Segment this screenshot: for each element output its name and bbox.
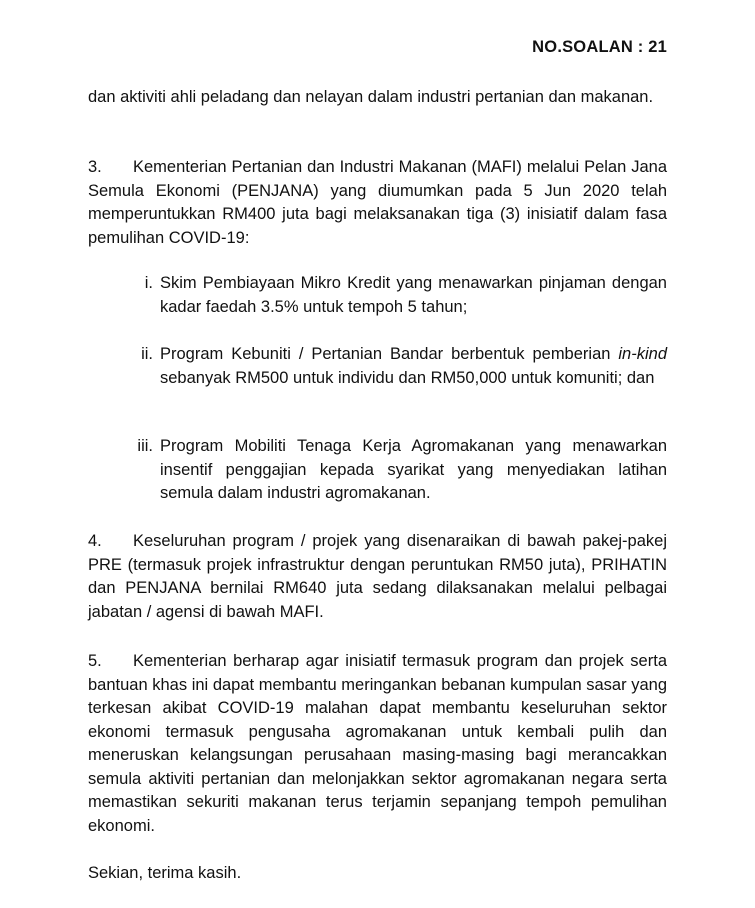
list-item-text: Program Mobiliti Tenaga Kerja Agromakanan yang menawarkan insentif penggajian kepada syarikat yang menyediakan latihan semula dalam industri agromakanan. bbox=[160, 437, 667, 502]
paragraph-3-number: 3. bbox=[88, 158, 102, 176]
initiatives-list-item-3 bbox=[120, 435, 667, 506]
paragraph-4-number: 4. bbox=[88, 532, 102, 550]
list-item-text-before: Program Kebuniti / Pertanian Bandar berbentuk pemberian bbox=[160, 345, 619, 363]
list-item-text-italic: in-kind bbox=[618, 345, 667, 363]
list-item bbox=[120, 343, 667, 390]
question-number-header: NO.SOALAN : 21 bbox=[532, 38, 667, 56]
paragraph-5 bbox=[88, 650, 667, 838]
list-item bbox=[120, 435, 667, 506]
list-marker: ii. bbox=[141, 345, 153, 363]
intro-text: dan aktiviti ahli peladang dan nelayan dalam industri pertanian dan makanan. bbox=[88, 88, 654, 106]
initiatives-list-item-2 bbox=[120, 343, 667, 390]
paragraph-5-text: Kementerian berharap agar inisiatif termasuk program dan projek serta bantuan khas ini dapat membantu meringankan bebanan kumpulan sasar yang terkesan akibat COVID-19 malahan dapat membantu keseluruhan sektor ekonomi termasuk pengusaha agromakanan untuk kembali pulih dan meneruskan kelangsungan perusahaan masing-masing bagi merancakkan semula aktiviti pertanian dan melonjakkan sektor agromakanan negara serta memastikan sekuriti makanan terus terjamin sepanjang tempoh pemulihan ekonomi. bbox=[88, 652, 667, 835]
list-item-text-after: sebanyak RM500 untuk individu dan RM50,000 untuk komuniti; dan bbox=[160, 368, 655, 387]
paragraph-5-content bbox=[88, 650, 667, 838]
paragraph-4 bbox=[88, 530, 667, 624]
list-item bbox=[120, 272, 667, 319]
paragraph-4-text: Keseluruhan program / projek yang disenaraikan di bawah pakej-pakej PRE (termasuk projek infrastruktur dengan peruntukan RM50 juta), PRIHATIN dan PENJANA bernilai RM640 juta sedang dilaksanakan melalui pelbagai jabatan / agensi di bawah MAFI. bbox=[88, 532, 667, 621]
paragraph-3 bbox=[88, 156, 667, 250]
initiatives-list bbox=[120, 272, 667, 319]
closing-text: Sekian, terima kasih. bbox=[88, 864, 242, 882]
paragraph-5-number: 5. bbox=[88, 652, 102, 670]
list-marker: iii. bbox=[137, 437, 153, 455]
intro-paragraph bbox=[88, 86, 667, 110]
paragraph-3-content bbox=[88, 156, 667, 250]
list-marker: i. bbox=[144, 274, 153, 292]
paragraph-4-content bbox=[88, 530, 667, 624]
closing bbox=[88, 862, 667, 886]
paragraph-3-text: Kementerian Pertanian dan Industri Makanan (MAFI) melalui Pelan Jana Semula Ekonomi (PENJANA) yang diumumkan pada 5 Jun 2020 telah memperuntukkan RM400 juta bagi melaksanakan tiga (3) inisiatif dalam fasa pemulihan COVID-19: bbox=[88, 158, 667, 247]
list-item-text: Skim Pembiayaan Mikro Kredit yang menawarkan pinjaman dengan kadar faedah 3.5% untuk tempoh 5 tahun; bbox=[160, 274, 667, 316]
